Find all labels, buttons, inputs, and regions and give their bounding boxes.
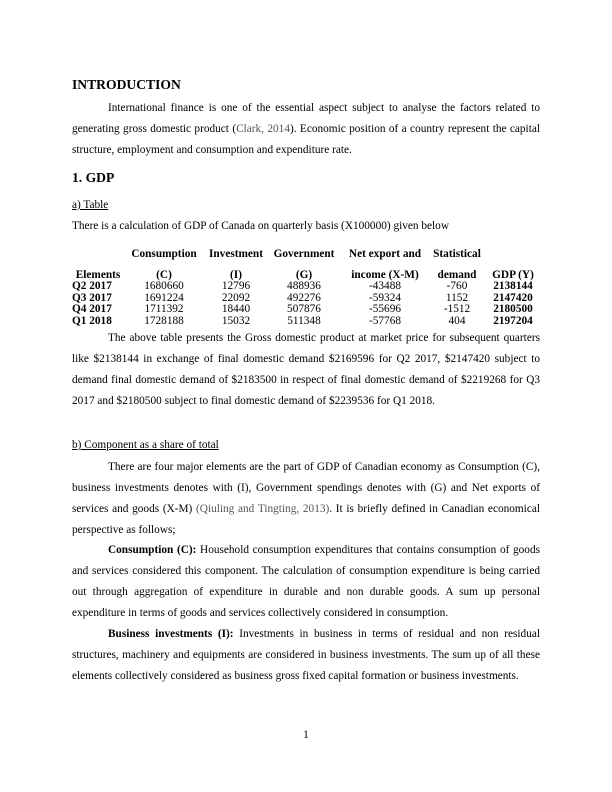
table-header-row [72, 239, 542, 260]
gdp-total-cell: 2147420 [493, 291, 533, 304]
introduction-heading: INTRODUCTION [72, 77, 181, 92]
citation: Clark, 2014 [236, 123, 290, 135]
citation: (Qiuling and Tingting, 2013) [196, 503, 330, 515]
row-label: Q1 2018 [72, 314, 112, 327]
investment-label: Business investments (I): [108, 628, 234, 640]
table-description-paragraph: The above table presents the Gross domestic product at market price for subsequent quarters like $2138144 in exchange of final domestic demand $2169596 for Q2 2017, $2147420 subject to demand final domestic demand of $2183500 in respect of final domestic demand of $2219268 for Q3 2017 and $2180500 subject to final domestic demand of $2239536 for Q1 2018. [72, 332, 540, 407]
header-cell: Government [273, 247, 335, 260]
table-cell: 1711392 [144, 303, 184, 315]
table-cell: 511348 [287, 314, 321, 327]
table-cell: 1691224 [144, 291, 184, 304]
table-row [72, 281, 542, 293]
investment-paragraph: Business investments (I): Investments in business in terms of residual and non residual structures, machinery and equipments are considered in business investments. The sum up of all these elements collectively considered as business gross fixed capital formation or business investments. [72, 628, 540, 682]
table-cell: -760 [446, 280, 468, 292]
header-cell: GDP (Y) [492, 268, 534, 281]
table-cell: 488936 [287, 280, 321, 292]
table-cell: -43488 [368, 280, 401, 292]
header-cell: Net export and [348, 247, 422, 260]
row-label: Q4 2017 [72, 303, 112, 315]
table-cell: 12796 [221, 280, 251, 292]
component-subheading: b) Component as a share of total [72, 439, 219, 451]
header-cell: demand [437, 268, 477, 281]
header-cell [72, 239, 124, 260]
header-cell: Statistical [433, 247, 481, 260]
table-header-row [72, 260, 542, 281]
table-cell: 404 [448, 314, 466, 327]
table-cell: 18440 [221, 303, 251, 315]
table-caption: There is a calculation of GDP of Canada on quarterly basis (X100000) given below [72, 220, 449, 232]
table-cell: 1680660 [144, 280, 184, 292]
consumption-label: Consumption (C): [108, 544, 197, 556]
header-cell: Investment [209, 247, 263, 260]
gdp-total-cell: 2197204 [493, 314, 533, 327]
header-cell: Elements [75, 268, 121, 281]
consumption-paragraph: Consumption (C): Household consumption expenditures that contains consumption of goods and services considered this component. The calculation of consumption expenditure is being carried out through aggregation of expenditure in durable and non durable goods. A sum up personal expenditure in terms of goods and services collectively considered in consumption. [72, 544, 540, 619]
header-cell: Consumption [131, 247, 197, 260]
table-row [72, 316, 542, 328]
header-cell: income (X-M) [351, 268, 419, 281]
table-cell: 22092 [221, 291, 251, 304]
table-cell: -57768 [368, 314, 401, 327]
table-cell: 492276 [287, 291, 321, 304]
table-cell: 507876 [287, 303, 321, 315]
section-title-gdp: 1. GDP [72, 170, 115, 185]
table-subheading: a) Table [72, 199, 109, 211]
gdp-total-cell: 2180500 [493, 303, 533, 315]
table-cell: 1728188 [144, 314, 184, 327]
header-cell [484, 239, 542, 260]
gdp-total-cell: 2138144 [493, 280, 533, 292]
row-label: Q2 2017 [72, 280, 112, 292]
header-cell: (C) [156, 268, 172, 281]
header-cell: (G) [295, 268, 313, 281]
table-cell: -1512 [443, 303, 471, 315]
table-cell: -59324 [368, 291, 401, 304]
row-label: Q3 2017 [72, 291, 112, 304]
introduction-paragraph: International finance is one of the essential aspect subject to analyse the factors related to generating gross domestic product (Clark, 2014). Economic position of a country represent the capital structure, employment and consumption and expenditure rate. [72, 102, 540, 156]
table-cell: 15032 [221, 314, 251, 327]
header-cell: (I) [230, 268, 242, 281]
page-number: 1 [303, 729, 309, 741]
table-cell: 1152 [445, 291, 469, 304]
table-row [72, 304, 542, 316]
table-cell: -55696 [368, 303, 401, 315]
component-intro-paragraph: There are four major elements are the part of GDP of Canadian economy as Consumption (C), business investments denotes with (I), Government spendings denotes with (G) and Net exports of services and goods (X-M) (Qiuling and Tingting, 2013). It is briefly defined in Canadian economical perspective as follows; [72, 461, 540, 536]
gdp-table [72, 239, 542, 327]
